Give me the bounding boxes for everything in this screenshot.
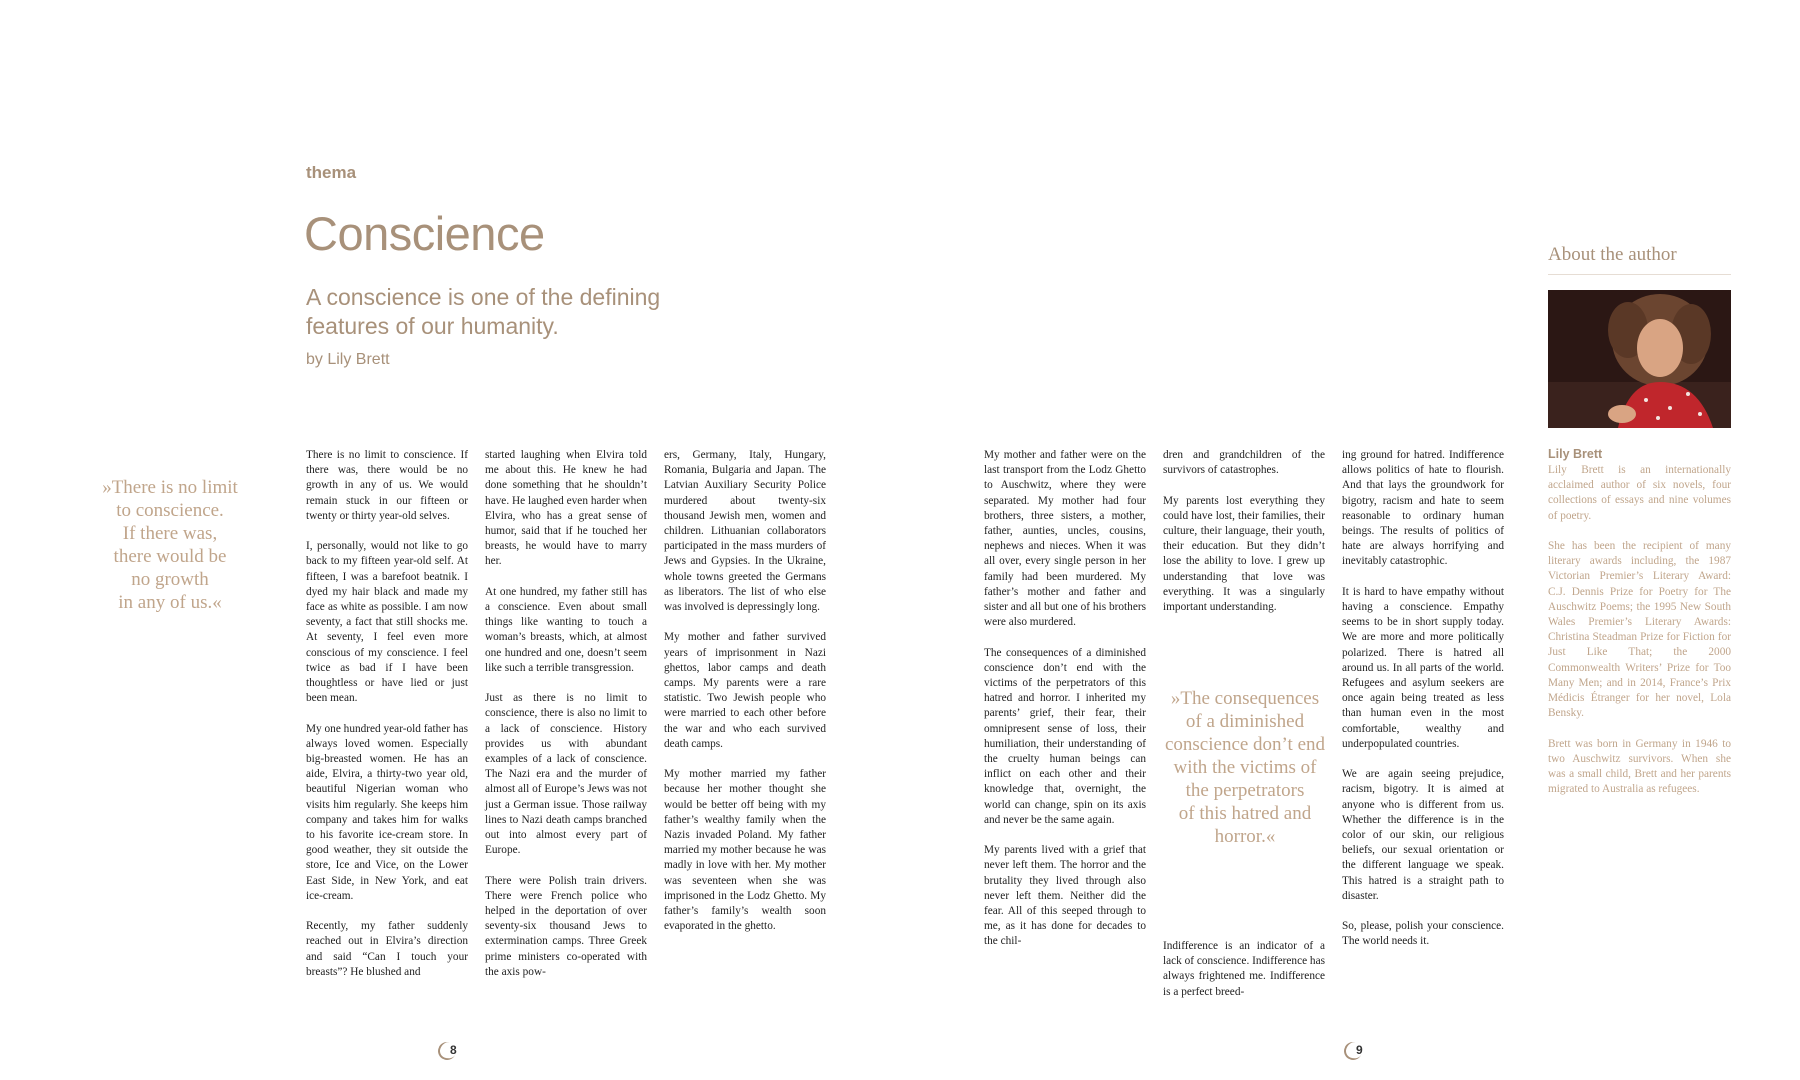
paragraph: We are again seeing prejudice, racism, bigotry. It is aimed at anyone who is different from us. Whether the difference is in the color of our skin, our religious beliefs, our sexual orientation or the different language we speak. This hatred is a straight path to disaster. [1342,768,1504,902]
paragraph: started laughing when Elvira told me about this. He knew he had done something that he shouldn’t have. He laughed even harder when Elvira, who has a great sense of humor, said that if he touched her breasts, he would have to marry her. [485,449,647,568]
pull-quote-line: »There is no limit [102,477,238,498]
author-photo [1548,290,1731,428]
bio-paragraph: She has been the recipient of many literary awards including, the 1987 Victorian Premier’s Literary Award: C.J. Dennis Prize for Poetry for The Auschwitz Poems; the 1995 New South Wales Premier’s Literary Awards: Christina Steadman Prize for Fiction for Just Like That; the 2000 Commonwealth Writers’ Prize for Too Many Men; and in 2014, France’s Prix Médicis Étranger for her novel, Lola Bensky. [1548,540,1731,720]
text-column-2 [485,448,647,980]
text-column-1 [306,448,468,980]
author-divider [1548,274,1731,275]
paragraph: There were Polish train drivers. There were French police who helped in the deportation of over seventy-six thousand Jews to extermination camps. Three Greek prime ministers co-operated with the axis pow- [485,874,647,978]
paragraph: My parents lived with a grief that never left them. The horror and the brutality they lived through also never left them. Neither did the fear. All of this seeped through to me, as it has done for decades to the chil- [984,844,1146,948]
paragraph: It is hard to have empathy without having a conscience. Empathy seems to be in short supply today. We are more and more politically polarized. There is hatred all around us. In all parts of the world. Refugees and asylum seekers are once again being treated as less than human even in the most comfortable, wealthy and underpopulated countries. [1342,585,1504,750]
paragraph: ers, Germany, Italy, Hungary, Romania, Bulgaria and Japan. The Latvian Auxiliary Security Police murdered about twenty-six thousand Jewish men, women and children. Lithuanian collaborators participated in the mass murders of Jews and Gypsies. In the Ukraine, whole towns greeted the Germans as liberators. The list of who else was involved is depressingly long. [664,449,826,614]
page-number-left [438,1040,468,1064]
paragraph: My one hundred year-old father has always loved women. Especially big-breasted women. He has an aide, Elvira, a thirty-two year old, beautiful Nigerian woman who visits him regularly. She keeps him company and takes him for walks to his favorite ice-cream store. In good weather, they sit outside the store, Ice and Vice, on the Lower East Side, in New York, and eat ice-cream. [306,722,468,902]
author-name: Lily Brett [1548,447,1603,461]
paragraph: ing ground for hatred. Indifference allows politics of hate to flourish. And that lays the groundwork for bigotry, racism and hate to seem reasonable to ordinary human beings. The results of politics of hate are always horrifying and inevitably catastrophic. [1342,449,1504,568]
paragraph: My parents lost everything they could have lost, their families, their culture, their language, their youth, their education. But they didn’t lose the ability to love. I grew up understanding that love was everything. It was a singularly important understanding. [1163,494,1325,614]
pull-quote-line: »The consequences [1170,688,1320,709]
bio-paragraph: Brett was born in Germany in 1946 to two Auschwitz survivors. When she was a small child, Brett and her parents migrated to Australia as refugees. [1548,737,1731,796]
paragraph: I, personally, would not like to go back to my fifteen year-old self. At fifteen, I was a barefoot beatnik. I dyed my hair black and made my face as white as possible. I am now seventy, a fact that still shocks me. At seventy, I feel even more conscious of my conscience. I feel twice as bad if I have been thoughtless or have lied or just been mean. [306,540,468,705]
pull-quote-right [1160,687,1330,848]
byline: by Lily Brett [306,351,390,368]
pull-quote-line: of this hatred and [1178,803,1312,824]
article-title: Conscience [304,207,545,260]
paragraph: My mother and father were on the last transport from the Lodz Ghetto to Auschwitz, where they were separated. My mother had four brothers, three sisters, a mother, father, aunties, uncles, cousins, nephews and nieces. When it was all over, every single person in her family had been murdered. My father’s mother and father and sister and all but one of his brothers were also murdered. [984,449,1146,629]
author-heading: About the author [1548,244,1677,265]
pull-quote-left [90,476,250,614]
paragraph: Just as there is no limit to conscience, there is also no limit to a lack of conscience. History provides us with abundant examples of a lack of conscience. The Nazi era and the murder of almost all of Europe’s Jews was not just a German issue. Those railway lines to Nazi death camps branched out into almost every part of Europe. [485,692,647,857]
paragraph: There is no limit to conscience. If there was, there would be no growth in any of us. We would remain stuck in our fifteen or twenty or thirty year-old selves. [306,449,468,522]
pull-quote-line: of a diminished [1185,711,1305,732]
article-subtitle: A conscience is one of the defining features of our humanity. [306,284,661,339]
paragraph: The consequences of a diminished conscience don’t end with the victims of the perpetrators of this hatred and horror. I inherited my parents’ grief, their fear, their omnipresent sense of loss, their humiliation, their understanding of the cruelty human beings can inflict on each other and their knowledge that, overnight, the world can change, spin on its axis and never be the same again. [984,646,1146,826]
page-number-text: 8 [450,1043,457,1057]
author-bio [1548,463,1731,813]
bio-paragraph: Lily Brett is an internationally acclaimed author of six novels, four collections of essays and nine volumes of poetry. [1548,464,1731,522]
pull-quote-line: conscience don’t end [1164,734,1326,755]
pull-quote-line: no growth [131,569,209,590]
author-portrait-icon [1548,290,1731,428]
pull-quote-line: in any of us.« [118,592,222,613]
pull-quote-line: to conscience. [116,500,224,521]
text-column-3 [664,448,826,934]
paragraph: Indifference is an indicator of a lack of conscience. Indifference has always frightened me. Indifference is a perfect breed- [1163,940,1325,998]
text-column-5-bottom [1163,939,1325,1000]
text-column-5-top [1163,448,1325,615]
page-number-text: 9 [1356,1043,1363,1057]
page-number-right [1344,1040,1374,1064]
paragraph: My mother married my father because her mother thought she would be better off being with my father’s wealthy family when the Nazis invaded Poland. My father married my mother because he was madly in love with her. My mother was seventeen when she was imprisoned in the Lodz Ghetto. My father’s family’s wealth soon evaporated in the ghetto. [664,768,826,933]
paragraph: At one hundred, my father still has a conscience. Even about small things like wanting to touch a woman’s breasts, which, at almost one hundred and one, doesn’t seem like such a terrible transgression. [485,585,647,674]
paragraph: Recently, my father suddenly reached out in Elvira’s direction and said “Can I touch your breasts”? He blushed and [306,920,468,978]
pull-quote-line: the perpetrators [1185,780,1305,801]
pull-quote-line: there would be [113,546,227,567]
pull-quote-line: If there was, [122,523,218,544]
pull-quote-line: horror.« [1214,826,1276,847]
text-column-6 [1342,448,1504,950]
pull-quote-line: with the victims of [1173,757,1317,778]
paragraph: My mother and father survived years of imprisonment in Nazi ghettos, labor camps and death camps. My parents were a rare statistic. Two Jewish people who were married to each other before the war and who each survived death camps. [664,631,826,750]
paragraph: dren and grandchildren of the survivors of catastrophes. [1163,449,1325,477]
section-label: thema [306,163,357,182]
text-column-4 [984,448,1146,950]
paragraph: So, please, polish your conscience. The world needs it. [1342,920,1504,948]
